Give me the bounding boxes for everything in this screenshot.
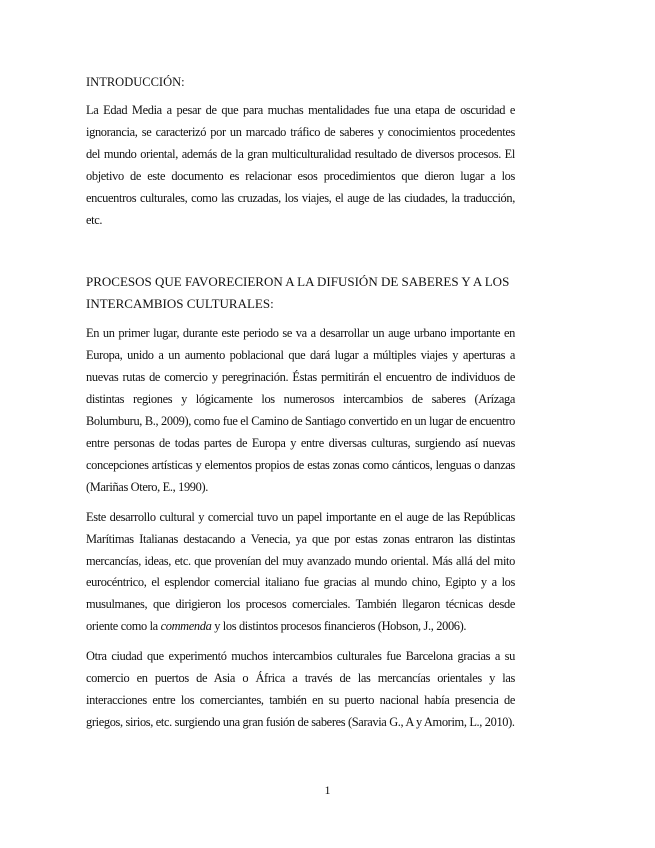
paragraph-2-text-start: Este desarrollo cultural y comercial tuvo un papel importante en el auge de las Repúblicas Marítimas Italianas destacando a Venecia, ya que por estas zonas entraron las distintas mercancías, ideas, etc. que provenían del muy avanzado mundo oriental. Más allá del mito eurocéntrico, el esplendor comercial italiano fue gracias al mundo chino, Egipto y a los musulmanes, que dirigieron los procesos comerciales. También llegaron técnicas desde oriente como la bbox=[86, 509, 515, 634]
document-page bbox=[86, 72, 515, 742]
paragraph-2-text-end: y los distintos procesos financieros (Hobson, J., 2006). bbox=[211, 619, 467, 634]
intro-paragraph: La Edad Media a pesar de que para muchas mentalidades fue una etapa de oscuridad e ignorancia, se caracterizó por un marcado tráfico de saberes y conocimientos procedentes del mundo oriental, además de la gran multiculturalidad resultado de diversos procesos. El objetivo de este documento es relacionar esos procedimientos que dieron lugar a los encuentros culturales, como las cruzadas, los viajes, el auge de las ciudades, la traducción, etc. bbox=[86, 103, 515, 227]
section-heading: PROCESOS QUE FAVORECIERON A LA DIFUSIÓN DE SABERES Y A LOS INTERCAMBIOS CULTURALES: bbox=[86, 274, 510, 312]
page-number: 1 bbox=[324, 783, 331, 797]
section-paragraph-3: Otra ciudad que experimentó muchos intercambios culturales fue Barcelona gracias a su comercio en puertos de Asia o África a través de las mercancías orientales y las interacciones entre los comerciantes, también en su puerto nacional había presencia de griegos, sirios, etc. surgiendo una gran fusión de saberes (Saravia G., A y Amorim, L., 2010). bbox=[86, 649, 515, 729]
intro-heading: INTRODUCCIÓN: bbox=[86, 75, 185, 89]
section-paragraph-2 bbox=[86, 507, 515, 638]
commenda-term: commenda bbox=[160, 619, 212, 634]
section-paragraph-1: En un primer lugar, durante este periodo se va a desarrollar un auge urbano importante en Europa, unido a un aumento poblacional que dará lugar a múltiples viajes y aperturas a nuevas rutas de comercio y peregrinación. Éstas permitirán el encuentro de individuos de distintas regiones y lógicamente los numerosos intercambios de saberes (Arízaga Bolumburu, B., 2009), como fue el Camino de Santiago convertido en un lugar de encuentro entre personas de todas partes de Europa y entre diversas culturas, surgiendo así nuevas concepciones artísticas y elementos propios de estas zonas como cánticos, lenguas o danzas (Mariñas Otero, E., 1990). bbox=[86, 326, 515, 494]
